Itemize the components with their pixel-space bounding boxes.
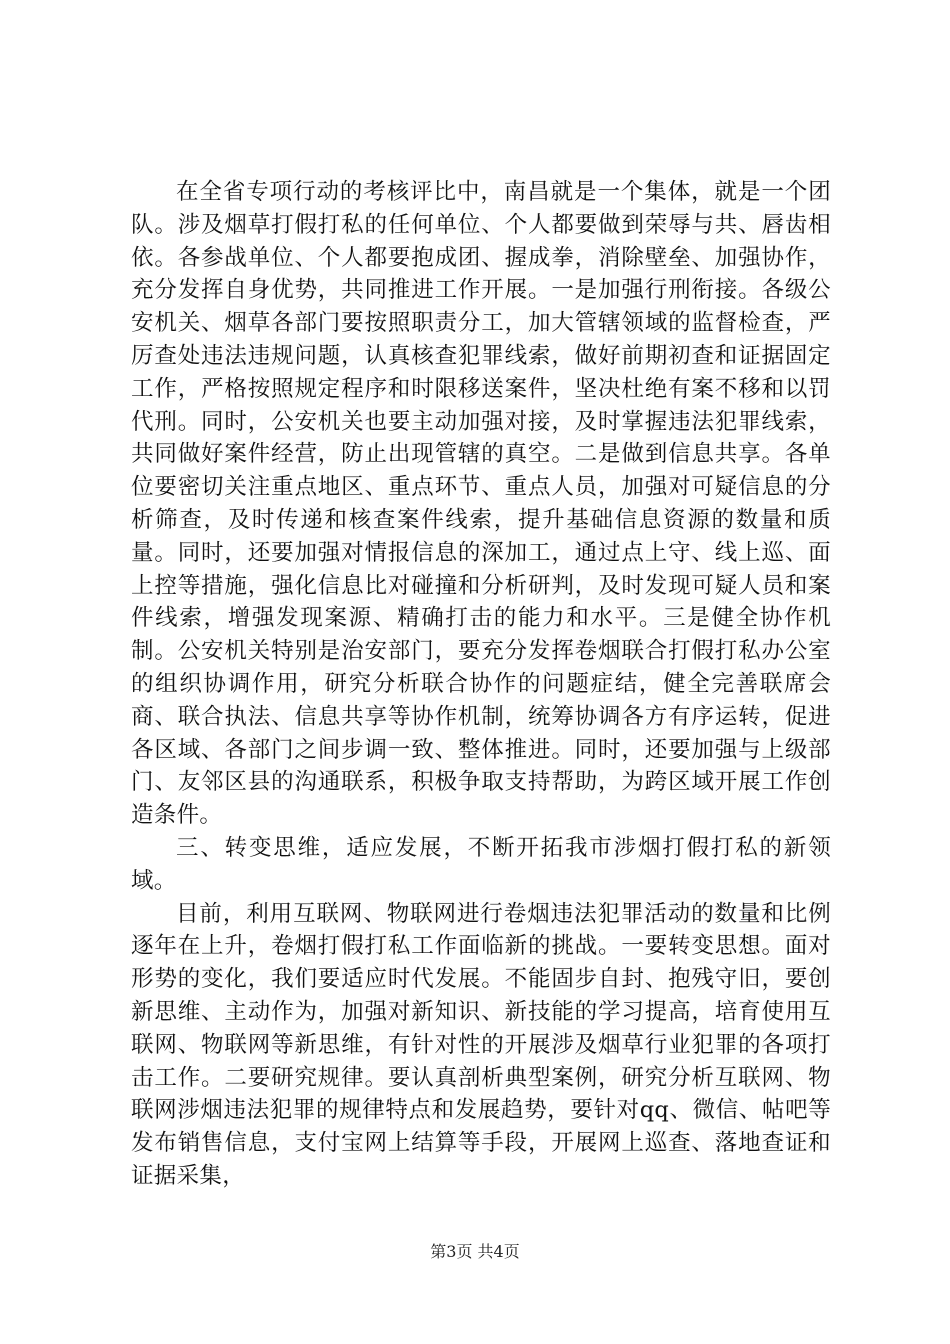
document-body <box>131 176 831 1193</box>
page-number-footer: 第3页 共4页 <box>430 1242 520 1261</box>
paragraph-collaboration: 在全省专项行动的考核评比中，南昌就是一个集体，就是一个团队。涉及烟草打假打私的任何单位、个人都要做到荣辱与共、唇齿相依。各参战单位、个人都要抱成团、握成拳，消除壁垒、加强协作，充分发挥自身优势，共同推进工作开展。一是加强行刑衔接。各级公安机关、烟草各部门要按照职责分工，加大管辖领域的监督检查，严厉查处违法违规问题，认真核查犯罪线索，做好前期初查和证据固定工作，严格按照规定程序和时限移送案件，坚决杜绝有案不移和以罚代刑。同时，公安机关也要主动加强对接，及时掌握违法犯罪线索，共同做好案件经营，防止出现管辖的真空。二是做到信息共享。各单位要密切关注重点地区、重点环节、重点人员，加强对可疑信息的分析筛查，及时传递和核查案件线索，提升基础信息资源的数量和质量。同时，还要加强对情报信息的深加工，通过点上守、线上巡、面上控等措施，强化信息比对碰撞和分析研判，及时发现可疑人员和案件线索，增强发现案源、精确打击的能力和水平。三是健全协作机制。公安机关特别是治安部门，要充分发挥卷烟联合打假打私办公室的组织协调作用，研究分析联合协作的问题症结，健全完善联席会商、联合执法、信息共享等协作机制，统筹协调各方有序运转，促进各区域、各部门之间步调一致、整体推进。同时，还要加强与上级部门、友邻区县的沟通联系，积极争取支持帮助，为跨区域开展工作创造条件。 <box>131 179 831 829</box>
paragraph-internet-crime: 目前，利用互联网、物联网进行卷烟违法犯罪活动的数量和比例逐年在上升，卷烟打假打私工作面临新的挑战。一要转变思想。面对形势的变化，我们要适应时代发展。不能固步自封、抱残守旧，要创新思维、主动作为，加强对新知识、新技能的学习提高，培育使用互联网、物联网等新思维，有针对性的开展涉及烟草行业犯罪的各项打击工作。二要研究规律。要认真剖析典型案例，研究分析互联网、物联网涉烟违法犯罪的规律特点和发展趋势，要针对qq、微信、帖吧等发布销售信息，支付宝网上结算等手段，开展网上巡查、落地查证和证据采集， <box>131 900 831 1189</box>
section-heading-3: 三、转变思维，适应发展，不断开拓我市涉烟打假打私的新领域。 <box>131 834 831 894</box>
